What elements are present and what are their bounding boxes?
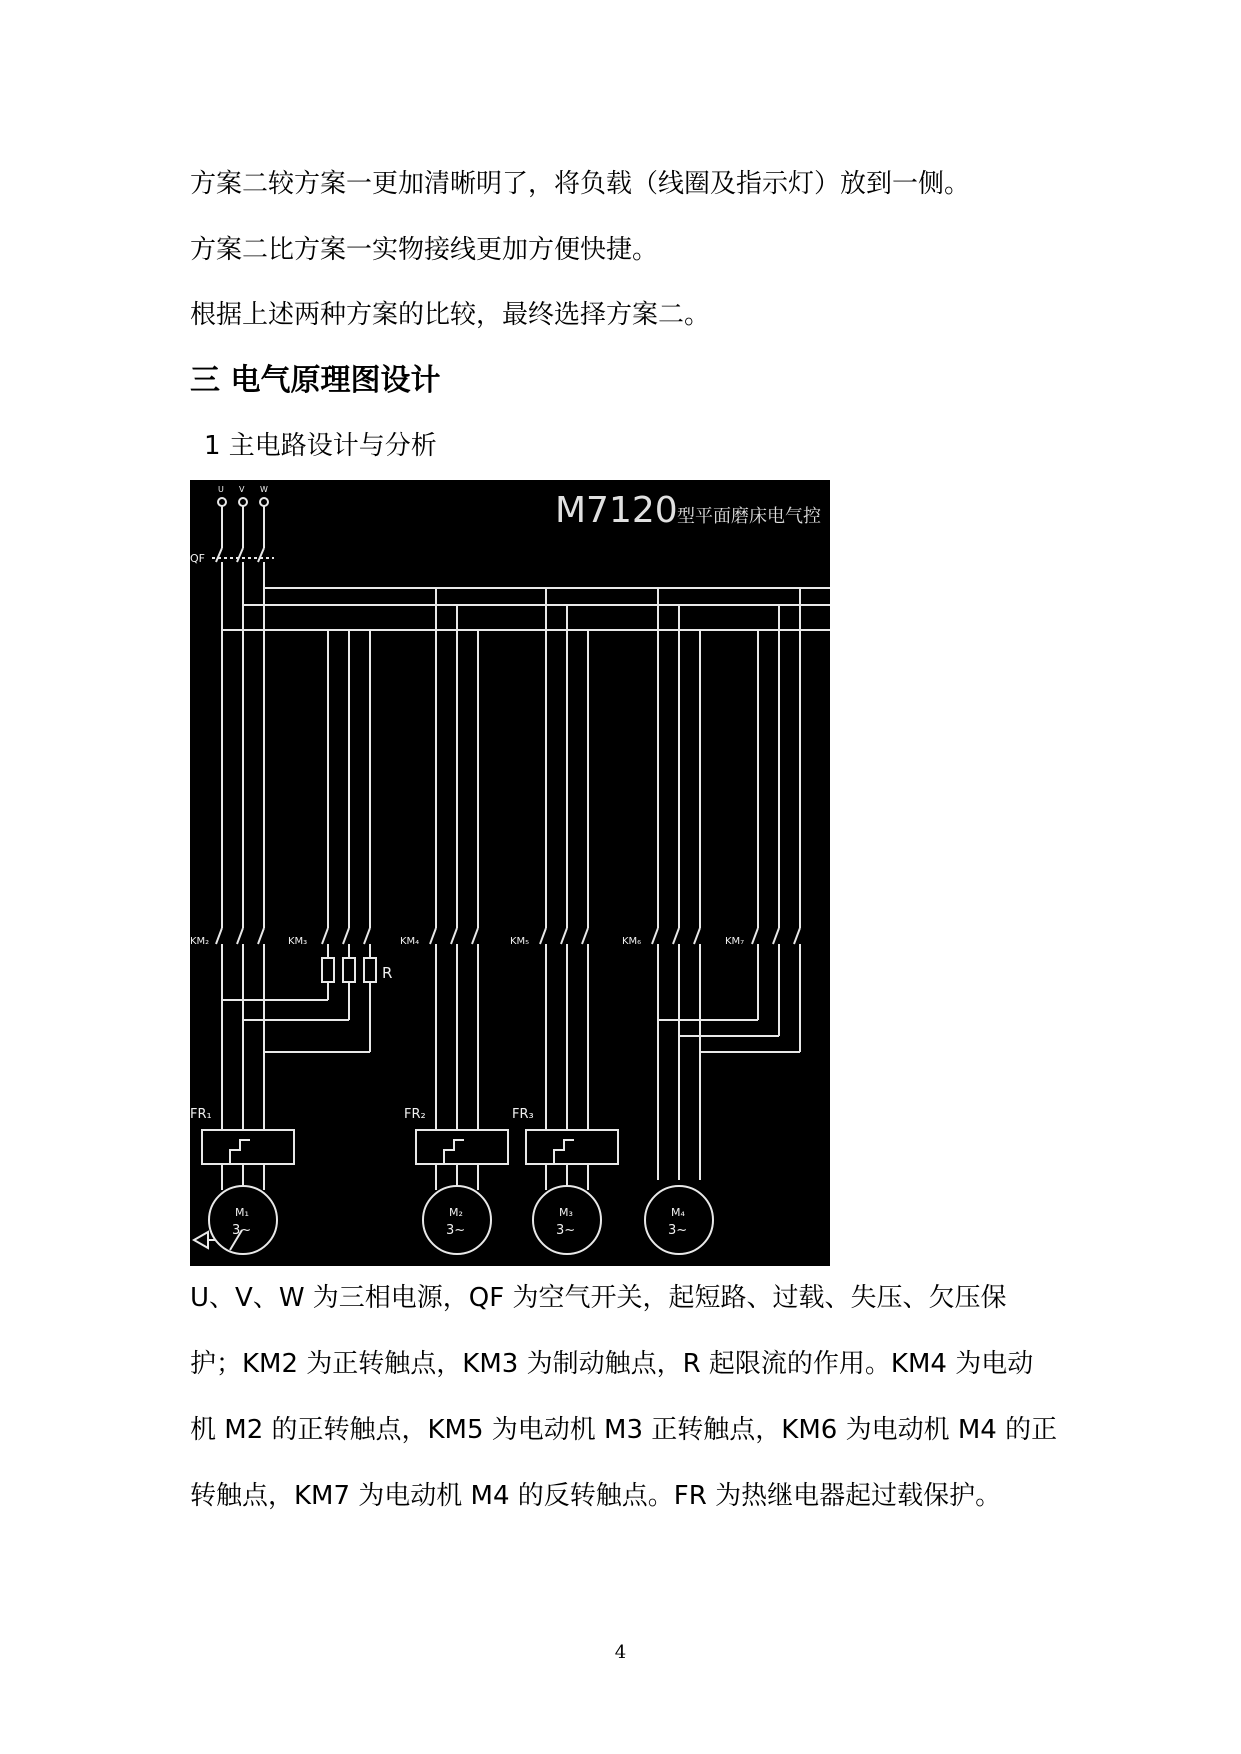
circuit-schematic [190, 480, 830, 1266]
breaker-label: QF [190, 552, 205, 565]
motor-phase-m4: 3~ [668, 1223, 688, 1238]
relay-label-fr2: FR₂ [404, 1107, 426, 1122]
description-text [190, 1281, 1060, 1545]
phase-label-v: V [239, 485, 245, 494]
phase-label-w: W [260, 485, 268, 494]
page-number: 4 [614, 1642, 627, 1663]
motor-label-m2: M₂ [449, 1206, 463, 1219]
description-line-1: U、V、W 为三相电源，QF 为空气开关，起短路、过载、失压、欠压保 [190, 1283, 1007, 1313]
motor-phase-m1: 3~ [232, 1223, 252, 1238]
section-heading: 三 电气原理图设计 [190, 363, 441, 398]
motor-phase-m2: 3~ [446, 1223, 466, 1238]
contactor-label-km3: KM₃ [288, 936, 308, 947]
description-line-3: 机 M2 的正转触点，KM5 为电动机 M3 正转触点，KM6 为电动机 M4 的正 [190, 1415, 1058, 1445]
motor-label-m1: M₁ [235, 1206, 249, 1219]
contactor-label-km4: KM₄ [400, 936, 420, 947]
motor-label-m4: M₄ [671, 1206, 685, 1219]
figure-title-text: 型平面磨床电气控 [677, 506, 821, 527]
contactor-label-km7: KM₇ [725, 936, 745, 947]
contactor-label-km2: KM₂ [190, 936, 210, 947]
motor-phase-m3: 3~ [556, 1223, 576, 1238]
relay-label-fr1: FR₁ [190, 1107, 212, 1122]
description-line-4: 转触点，KM7 为电动机 M4 的反转触点。FR 为热继电器起过载保护。 [190, 1481, 1002, 1511]
subsection-heading: 1 主电路设计与分析 [204, 431, 437, 461]
paragraph-3: 根据上述两种方案的比较，最终选择方案二。 [190, 300, 711, 330]
description-line-2: 护；KM2 为正转触点，KM3 为制动触点，R 起限流的作用。KM4 为电动 [190, 1349, 1034, 1379]
contactor-label-km6: KM₆ [622, 936, 642, 947]
relay-label-fr3: FR₃ [512, 1107, 534, 1122]
contactor-label-km5: KM₅ [510, 936, 530, 947]
figure-title-model: M7120 [555, 490, 678, 531]
phase-label-u: U [218, 485, 224, 494]
paragraph-1: 方案二较方案一更加清晰明了，将负载（线圈及指示灯）放到一侧。 [190, 169, 971, 199]
motor-label-m3: M₃ [559, 1206, 573, 1219]
resistor-label: R [382, 964, 393, 982]
paragraph-2: 方案二比方案一实物接线更加方便快捷。 [190, 235, 659, 265]
